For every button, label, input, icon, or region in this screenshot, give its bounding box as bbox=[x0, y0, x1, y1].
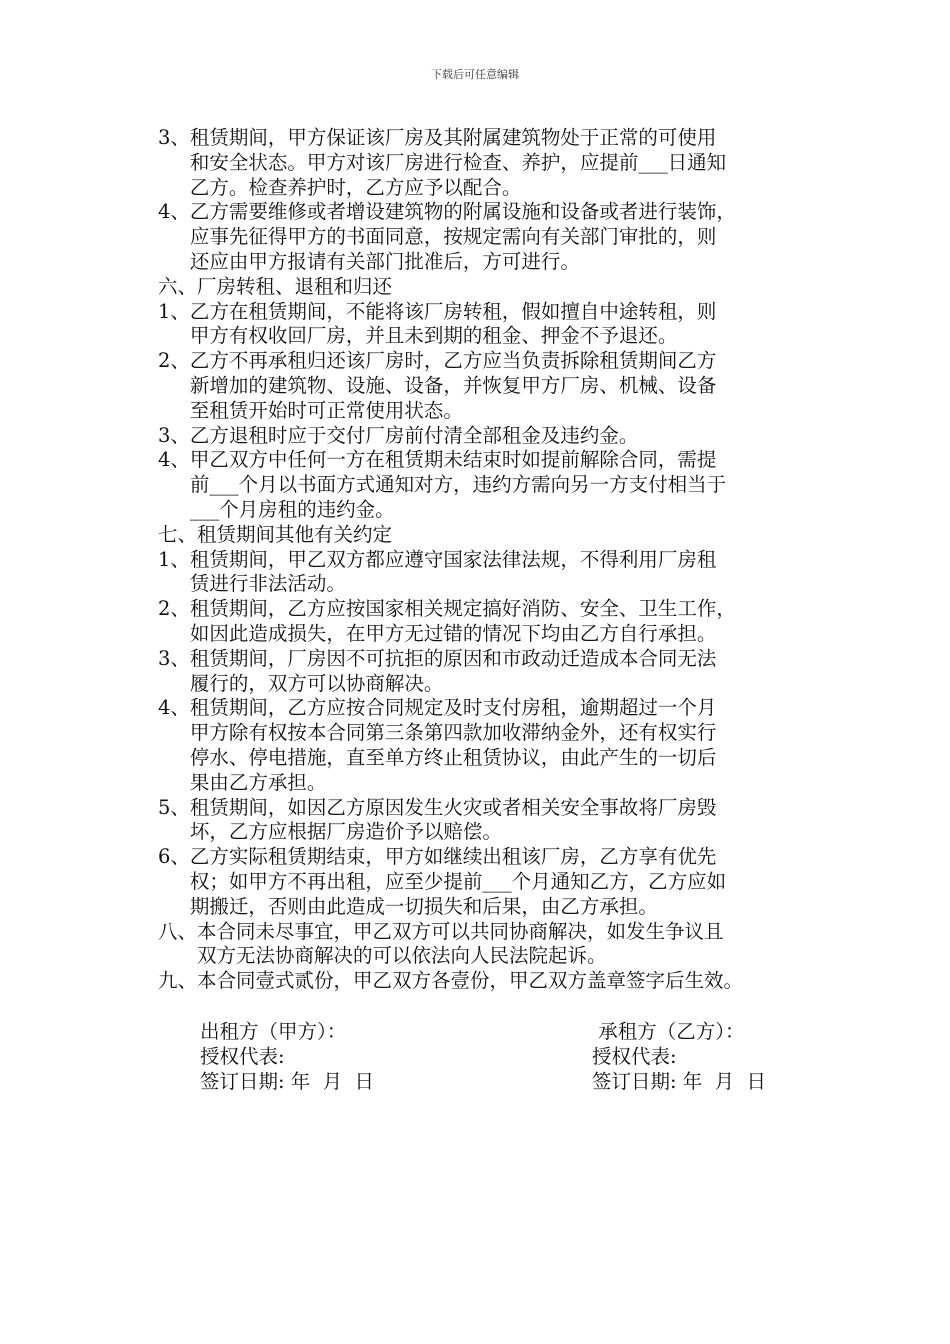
clause-item bbox=[158, 796, 838, 846]
clause-text: 乙方退租时应于交付厂房前付清全部租金及违约金。 bbox=[189, 423, 639, 447]
clause-item bbox=[158, 647, 838, 697]
clause-text: 乙方实际租赁期结束，甲方如继续出租该厂房，乙方享有优先 权；如甲方不再出租，应至少提前___个月通知乙方，乙方应如 期搬迁，否则由此造成一切损失和后果，由乙方承担。 bbox=[189, 845, 727, 918]
clause-text: 乙方在租赁期间，不能将该厂房转租，假如擅自中途转租，则 甲方有权收回厂房，并且未到期的租金、押金不予退还。 bbox=[189, 299, 717, 348]
lessor-signature bbox=[200, 1020, 374, 1094]
clause-text: 乙方不再承租归还该厂房时，乙方应当负责拆除租赁期间乙方 新增加的建筑物、设施、设备，并恢复甲方厂房、机械、设备 至租赁开始时可正常使用状态。 bbox=[189, 349, 717, 422]
contract-body bbox=[158, 126, 838, 994]
clause-item bbox=[158, 200, 838, 274]
clause-text: 租赁期间，如因乙方原因发生火灾或者相关安全事故将厂房毁 坏，乙方应根据厂房造价予以赔偿。 bbox=[189, 795, 717, 844]
section-heading: 七、租赁期间其他有关约定 bbox=[158, 522, 393, 546]
clause-number: 1、 bbox=[158, 547, 190, 571]
clause-number: 2、 bbox=[158, 597, 190, 621]
clause-item bbox=[158, 696, 838, 795]
clause-text: 租赁期间，甲方保证该厂房及其附属建筑物处于正常的可使用 和安全状态。甲方对该厂房进行检查、养护，应提前___日通知 乙方。检查养护时，乙方应予以配合。 bbox=[189, 126, 727, 199]
clause-number: 5、 bbox=[158, 795, 190, 819]
lessee-party-label: 承租方（乙方）： bbox=[592, 1020, 745, 1043]
clause-number: 3、 bbox=[158, 423, 190, 447]
clause-text: 乙方需要维修或者增设建筑物的附属设施和设备或者进行装饰， 应事先征得甲方的书面同意，按规定需向有关部门审批的，则 还应由甲方报请有关部门批准后，方可进行。 bbox=[189, 200, 736, 273]
clause-item bbox=[158, 845, 838, 919]
clause-number: 4、 bbox=[158, 448, 190, 472]
clause-item bbox=[158, 920, 838, 970]
clause-item bbox=[158, 548, 838, 598]
lessor-date-label: 签订日期: 年 月 日 bbox=[200, 1069, 375, 1093]
lessee-date-label: 签订日期: 年 月 日 bbox=[592, 1069, 767, 1093]
clause-item bbox=[158, 597, 838, 647]
page-header-note: 下载后可任意编辑 bbox=[431, 68, 519, 81]
lessee-signature bbox=[592, 1020, 766, 1094]
clause-text: 租赁期间，厂房因不可抗拒的原因和市政动迁造成本合同无法 履行的，双方可以协商解决。 bbox=[189, 646, 717, 695]
section-heading: 九、本合同壹式贰份，甲乙双方各壹份，甲乙双方盖章签字后生效。 bbox=[158, 969, 744, 993]
lessor-rep-label: 授权代表: bbox=[200, 1044, 285, 1068]
clause-item bbox=[158, 300, 838, 350]
clause-number: 3、 bbox=[158, 126, 190, 149]
lessee-rep-label: 授权代表: bbox=[592, 1044, 677, 1068]
clause-item bbox=[158, 126, 838, 200]
clause-number: 4、 bbox=[158, 200, 190, 224]
section-heading: 六、厂房转租、退租和归还 bbox=[158, 274, 393, 298]
lessor-party-label: 出租方（甲方）： bbox=[200, 1020, 347, 1043]
clause-item bbox=[158, 424, 838, 449]
clause-number: 八、 bbox=[158, 919, 198, 943]
clause-number: 3、 bbox=[158, 646, 190, 670]
clause-item bbox=[158, 349, 838, 423]
clause-number: 4、 bbox=[158, 696, 190, 720]
clause-number: 6、 bbox=[158, 845, 190, 869]
clause-number: 1、 bbox=[158, 299, 190, 323]
clause-number: 2、 bbox=[158, 349, 190, 373]
clause-text: 租赁期间，乙方应按国家相关规定搞好消防、安全、卫生工作， 如因此造成损失，在甲方无过错的情况下均由乙方自行承担。 bbox=[189, 597, 736, 645]
clause-text: 本合同未尽事宜，甲乙双方可以共同协商解决，如发生争议且 双方无法协商解决的可以依法向人民法院起诉。 bbox=[197, 919, 724, 968]
clause-text: 租赁期间，甲乙双方都应遵守国家法律法规，不得利用厂房租 赁进行非法活动。 bbox=[189, 547, 717, 596]
clause-text: 租赁期间，乙方应按合同规定及时支付房租，逾期超过一个月 甲方除有权按本合同第三条第四款加收滞纳金外，还有权实行 停水、停电措施，直至单方终止租赁协议，由此产生的一切后 果由乙方承担。 bbox=[189, 696, 717, 794]
clause-text: 甲乙双方中任何一方在租赁期未结束时如提前解除合同，需提 前___个月以书面方式通知对方，违约方需向另一方支付相当于 ___个月房租的违约金。 bbox=[189, 448, 727, 521]
clause-item bbox=[158, 448, 838, 522]
